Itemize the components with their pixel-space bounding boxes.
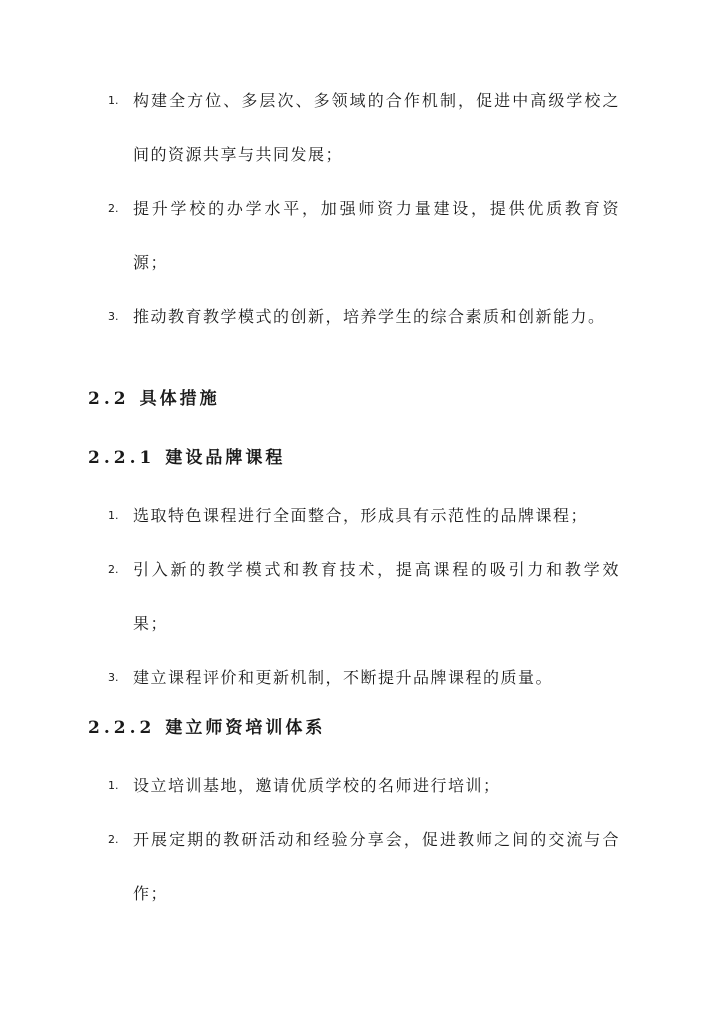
list-item	[0, 651, 620, 705]
section-title: 建设品牌课程	[165, 448, 286, 468]
section-title: 建立师资培训体系	[165, 718, 326, 738]
list-item-text: 构建全方位、多层次、多领域的合作机制，促进中高级学校之间的资源共享与共同发展；	[133, 91, 620, 164]
list-number: 2.	[108, 563, 119, 576]
teacher-training-list	[0, 759, 620, 921]
list-item	[0, 74, 620, 182]
section-title: 具体措施	[139, 389, 220, 409]
list-number: 3.	[108, 671, 119, 684]
list-number: 1.	[108, 94, 119, 107]
list-item	[0, 813, 620, 921]
list-item	[0, 182, 620, 290]
brand-course-list	[0, 489, 620, 705]
section-number: 2.2.1	[88, 448, 156, 468]
list-item-text: 引入新的教学模式和教育技术，提高课程的吸引力和教学效果；	[133, 560, 620, 633]
section-heading-2-2-1	[88, 446, 285, 470]
list-item-text: 选取特色课程进行全面整合，形成具有示范性的品牌课程；	[133, 506, 589, 525]
section-heading-2-2-2	[88, 716, 325, 740]
list-item	[0, 290, 620, 344]
list-item-text: 建立课程评价和更新机制，不断提升品牌课程的质量。	[133, 668, 554, 687]
goals-list	[0, 74, 620, 344]
list-item-text: 提升学校的办学水平，加强师资力量建设，提供优质教育资源；	[133, 199, 620, 272]
list-item	[0, 759, 620, 813]
section-number: 2.2.2	[88, 718, 156, 738]
list-item-text: 开展定期的教研活动和经验分享会，促进教师之间的交流与合作；	[133, 830, 620, 903]
section-heading-2-2	[88, 387, 220, 411]
list-number: 2.	[108, 833, 119, 846]
section-number: 2.2	[88, 389, 130, 409]
list-item	[0, 489, 620, 543]
list-item	[0, 543, 620, 651]
list-number: 1.	[108, 509, 119, 522]
list-item-text: 设立培训基地，邀请优质学校的名师进行培训；	[133, 776, 501, 795]
list-number: 1.	[108, 779, 119, 792]
list-number: 3.	[108, 310, 119, 323]
list-item-text: 推动教育教学模式的创新，培养学生的综合素质和创新能力。	[133, 307, 606, 326]
list-number: 2.	[108, 202, 119, 215]
